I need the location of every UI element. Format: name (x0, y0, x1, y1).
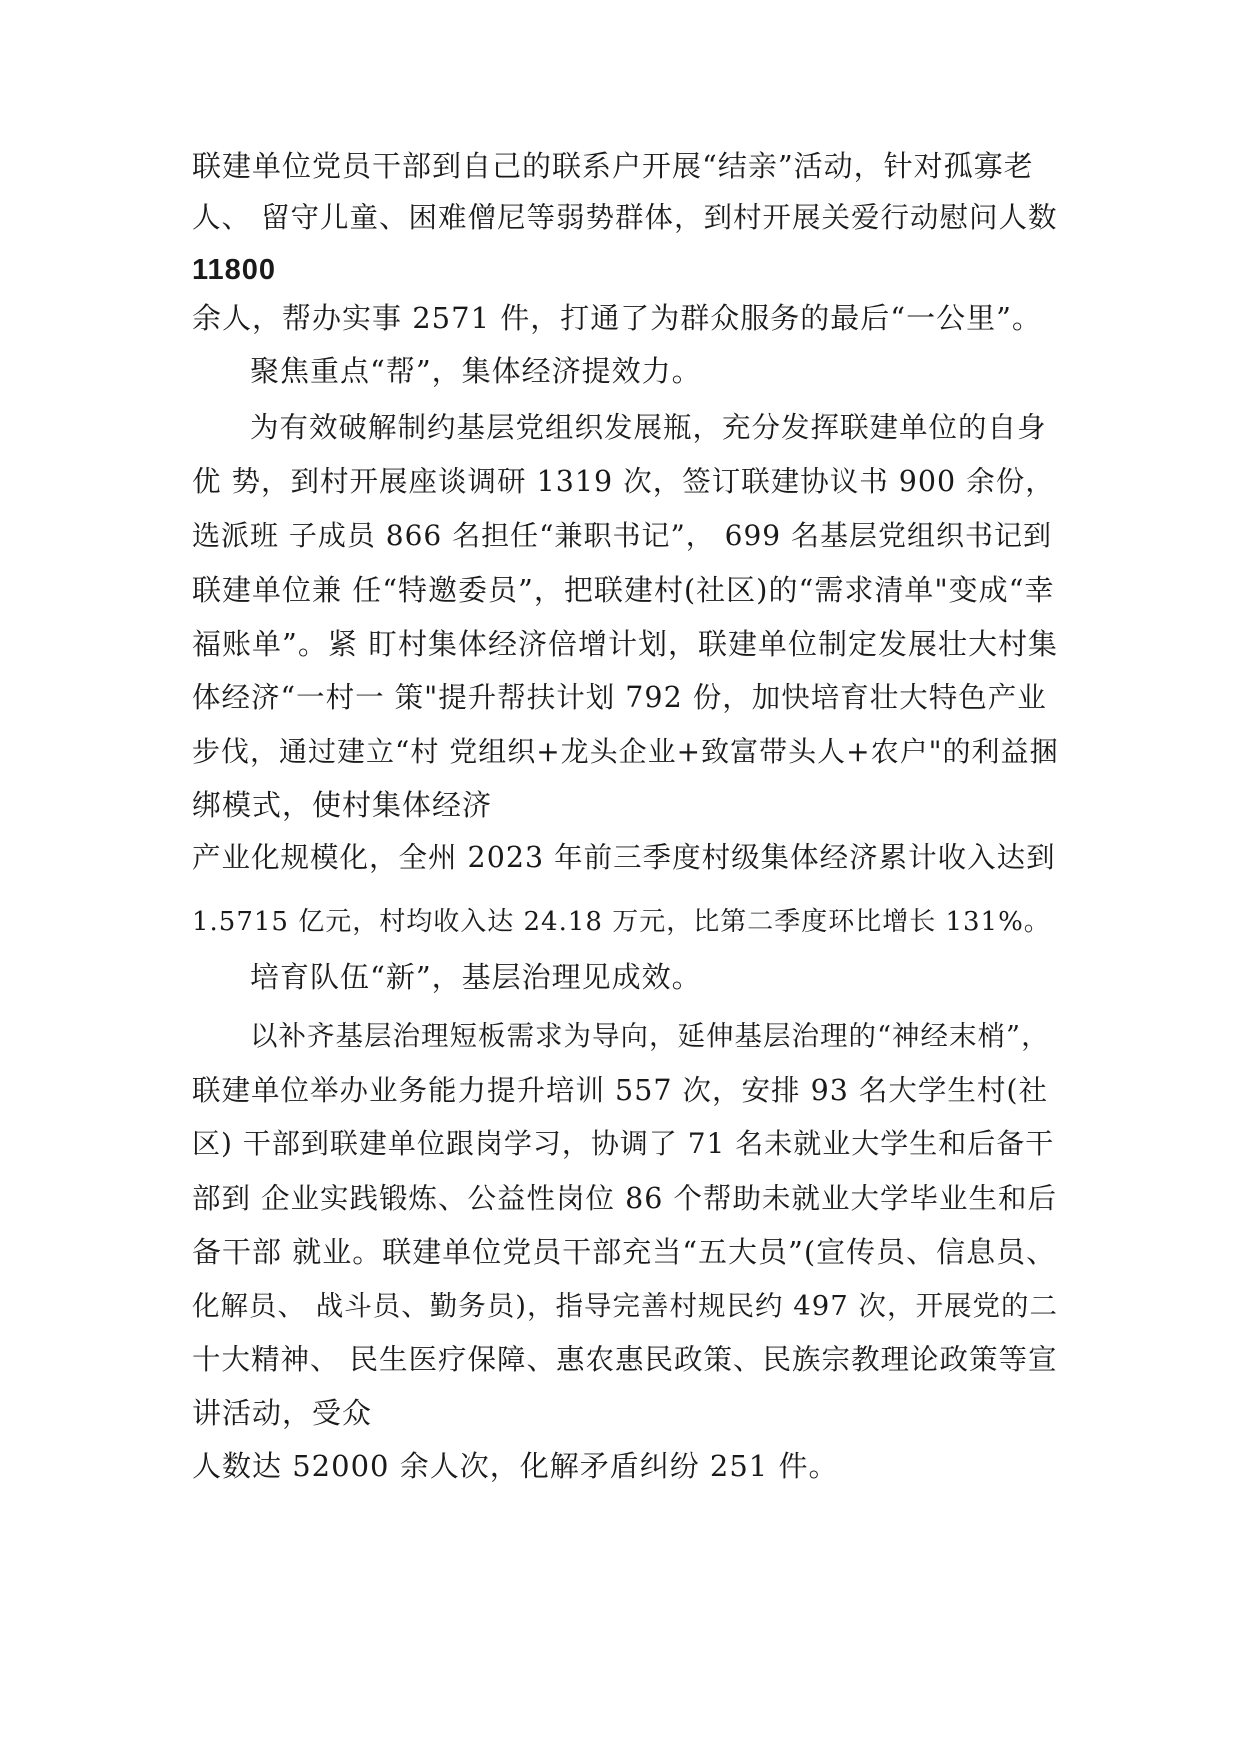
text-line: 1.5715 亿元，村均收入达 24.18 万元，比第二季度环比增长 131%。 (192, 907, 1051, 937)
text-line: 为有效破解制约基层党组织发展瓶，充分发挥联建单位的自身 (250, 411, 1047, 444)
text-line: 备干部 就业。联建单位党员干部充当“五大员”(宣传员、信息员、 (192, 1235, 1057, 1269)
text-line: 联建单位举办业务能力提升培训 557 次，安排 93 名大学生村(社 (192, 1074, 1049, 1107)
text-line: 福账单”。紧 盯村集体经济倍增计划，联建单位制定发展壮大村集 (192, 627, 1059, 661)
text-line: 区) 干部到联建单位跟岗学习，协调了 71 名未就业大学生和后备干 (192, 1127, 1055, 1160)
text-line: 联建单位兼 任“特邀委员”，把联建村(社区)的“需求清单"变成“幸 (192, 573, 1055, 607)
text-line: 联建单位党员干部到自己的联系户开展“结亲”活动，针对孤寡老 (192, 149, 1034, 183)
text-line: 讲活动，受众 (192, 1396, 373, 1430)
text-line: 部到 企业实践锻炼、公益性岗位 86 个帮助未就业大学毕业生和后 (192, 1182, 1057, 1215)
text-line: 人、 留守儿童、困难僧尼等弱势群体，到村开展关爱行动慰问人数 (192, 201, 1058, 234)
text-line: 余人，帮办实事 2571 件，打通了为群众服务的最后“一公里”。 (192, 301, 1042, 335)
text-line: 绑模式，使村集体经济 (192, 788, 493, 822)
text-line: 优 势，到村开展座谈调研 1319 次，签订联建协议书 900 余份， (192, 465, 1055, 498)
text-line: 产业化规模化，全州 2023 年前三季度村级集体经济累计收入达到 (192, 841, 1056, 874)
text-line: 选派班 子成员 866 名担任“兼职书记”， 699 名基层党组织书记到 (192, 519, 1053, 552)
text-line: 以补齐基层治理短板需求为导向，延伸基层治理的“神经末梢”， (250, 1020, 1050, 1052)
section-heading: 聚焦重点“帮”，集体经济提效力。 (250, 354, 702, 388)
text-line: 十大精神、 民生医疗保障、惠农惠民政策、民族宗教理论政策等宣 (192, 1343, 1058, 1376)
section-heading: 培育队伍“新”，基层治理见成效。 (250, 960, 702, 994)
text-line: 11800 (192, 254, 277, 286)
text-line: 体经济“一村一 策"提升帮扶计划 792 份，加快培育壮大特色产业 (192, 681, 1047, 714)
text-line: 化解员、 战斗员、勤务员)，指导完善村规民约 497 次，开展党的二 (192, 1290, 1058, 1322)
text-line: 步伐，通过建立“村 党组织+龙头企业+致富带头人+农户"的利益捆 (192, 735, 1059, 768)
text-line: 人数达 52000 余人次，化解矛盾纠纷 251 件。 (192, 1449, 839, 1483)
